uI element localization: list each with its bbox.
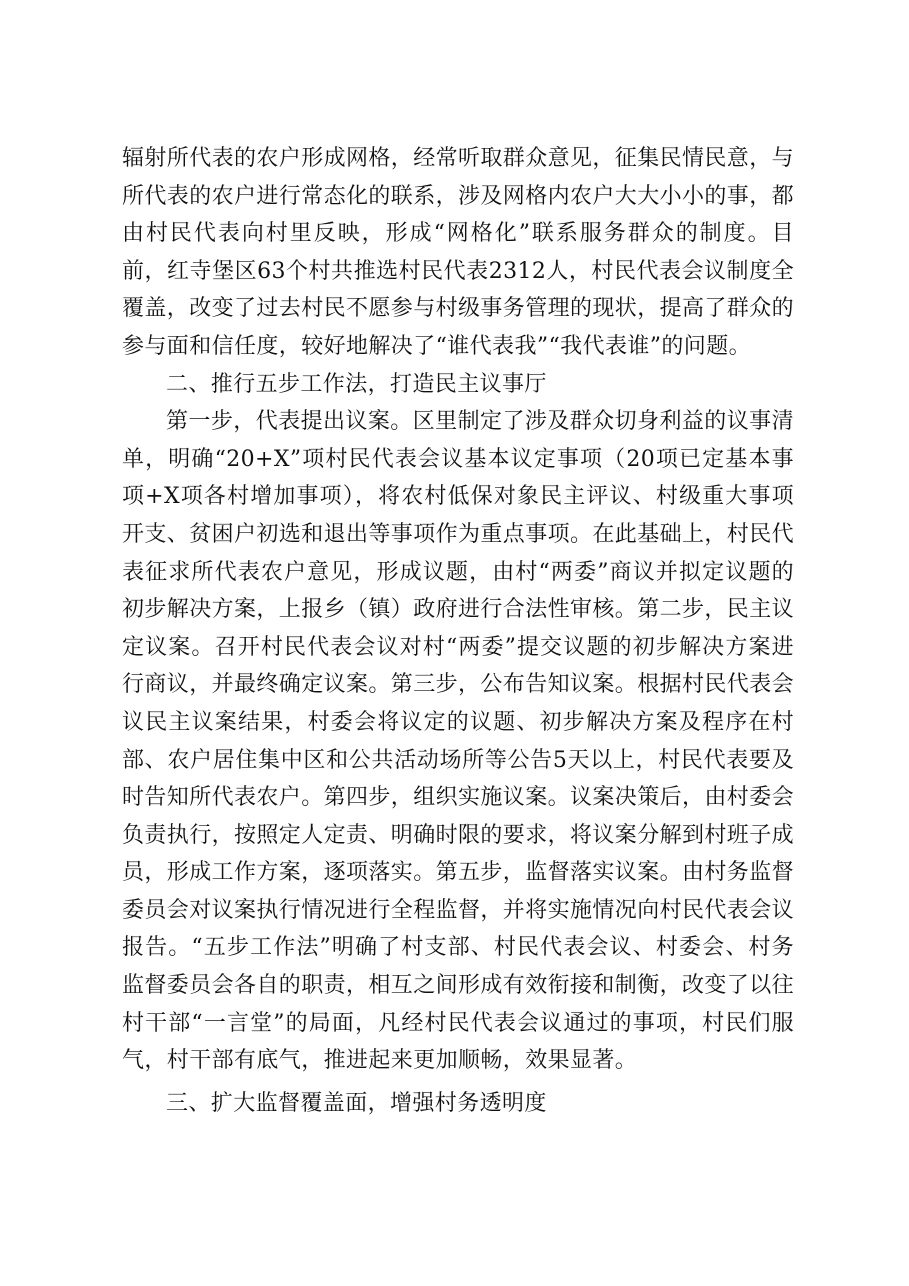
document-body [122,140,794,1122]
paragraph-five-steps: 第一步，代表提出议案。区里制定了涉及群众切身利益的议事清单，明确“20+X”项村民代表会议基本议定事项（20项已定基本事项+X项各村增加事项），将农村低保对象民主评议、村级重大事项开支、贫困户初选和退出等事项作为重点事项。在此基础上，村民代表征求所代表农户意见，形成议题，由村“两委”商议并拟定议题的初步解决方案，上报乡（镇）政府进行合法性审核。第二步，民主议定议案。召开村民代表会议对村“两委”提交议题的初步解决方案进行商议，并最终确定议案。第三步，公布告知议案。根据村民代表会议民主议案结果，村委会将议定的议题、初步解决方案及程序在村部、农户居住集中区和公共活动场所等公告5天以上，村民代表要及时告知所代表农户。第四步，组织实施议案。议案决策后，由村委会负责执行，按照定人定责、明确时限的要求，将议案分解到村班子成员，形成工作方案，逐项落实。第五步，监督落实议案。由村务监督委员会对议案执行情况进行全程监督，并将实施情况向村民代表会议报告。“五步工作法”明确了村支部、村民代表会议、村委会、村务监督委员会各自的职责，相互之间形成有效衔接和制衡，改变了以往村干部“一言堂”的局面，凡经村民代表会议通过的事项，村民们服气，村干部有底气，推进起来更加顺畅，效果显著。 [122,409,795,1074]
section-heading-three: 三、扩大监督覆盖面，增强村务透明度 [166,1090,547,1116]
section-heading-two: 二、推行五步工作法，打造民主议事厅 [166,371,547,397]
paragraph-grid-representatives: 辐射所代表的农户形成网格，经常听取群众意见，征集民情民意，与所代表的农户进行常态化的联系，涉及网格内农户大大小小的事，都由村民代表向村里反映，形成“网格化”联系服务群众的制度。目前，红寺堡区63个村共推选村民代表2312人，村民代表会议制度全覆盖，改变了过去村民不愿参与村级事务管理的现状，提高了群众的参与面和信任度，较好地解决了“谁代表我”“我代表谁”的问题。 [122,146,795,359]
